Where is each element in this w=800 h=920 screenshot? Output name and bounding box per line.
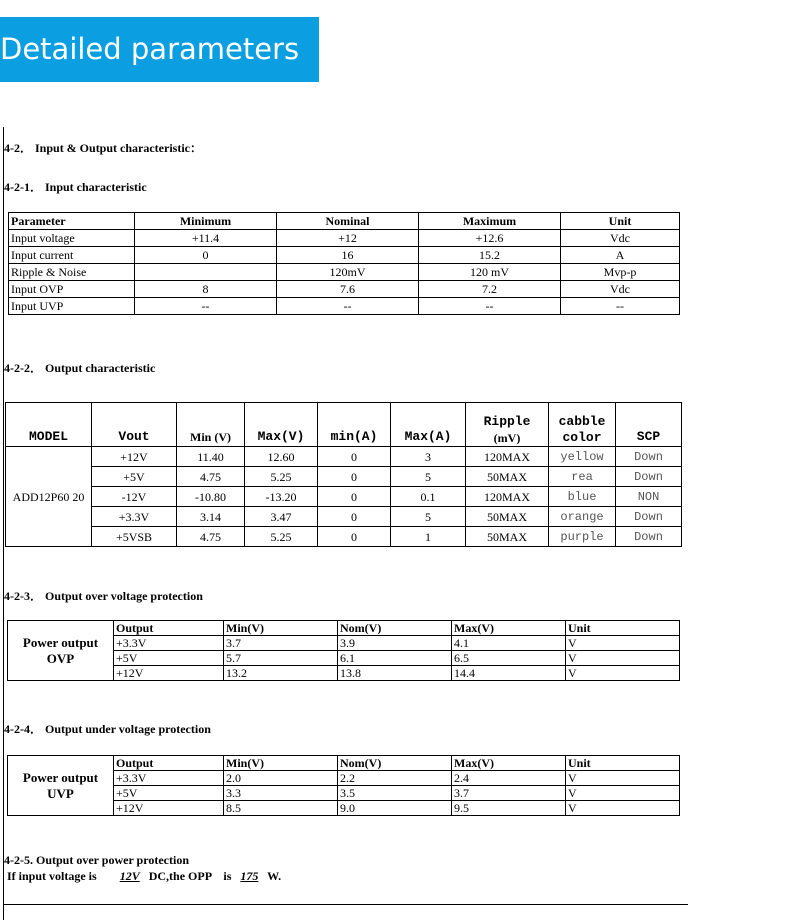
table-cell: 5.7 — [224, 651, 338, 666]
table-cell: 50MAX — [466, 527, 549, 547]
table-row — [9, 298, 680, 315]
uvp-label-line1: Power output — [22, 769, 99, 785]
header-cell: Unit — [561, 213, 680, 230]
table-cell: A — [561, 247, 680, 264]
table-cell: +12V — [114, 801, 224, 816]
section-heading-4-2-1: 4-2-1． Input characteristic — [4, 180, 147, 194]
table-cell: +5V — [114, 651, 224, 666]
table-cell: 3.5 — [338, 786, 452, 801]
table-cell: purple — [549, 527, 616, 547]
table-cell: -12V — [92, 487, 177, 507]
table-cell: Mvp-p — [561, 264, 680, 281]
table-row — [6, 447, 682, 467]
table-cell: +3.3V — [114, 636, 224, 651]
opp-text-post: W. — [267, 869, 282, 883]
header-cell: Min(V) — [224, 756, 338, 771]
header-cell: Minimum — [135, 213, 277, 230]
table-row — [6, 467, 682, 487]
table-cell: Vdc — [561, 230, 680, 247]
table-cell: 120MAX — [466, 447, 549, 467]
table-cell: 5.25 — [245, 467, 318, 487]
table-cell: -- — [419, 298, 561, 315]
bottom-divider — [3, 904, 688, 905]
table-cell: 9.5 — [452, 801, 566, 816]
table-cell: 8.5 — [224, 801, 338, 816]
table-cell: -13.20 — [245, 487, 318, 507]
header-cell: Unit — [566, 756, 680, 771]
table-cell: 120 mV — [419, 264, 561, 281]
table-cell: 5 — [391, 467, 466, 487]
table-cell: 2.4 — [452, 771, 566, 786]
header-cell: MODEL — [6, 403, 92, 447]
table-cell: V — [566, 666, 680, 681]
table-row — [9, 247, 680, 264]
table-row — [6, 487, 682, 507]
output-characteristic-table — [5, 402, 682, 547]
header-cell: (mV) — [493, 431, 521, 445]
table-cell: 3.7 — [452, 786, 566, 801]
table-cell: 4.1 — [452, 636, 566, 651]
table-cell: Input voltage — [9, 230, 135, 247]
section-heading-4-2-2: 4-2-2． Output characteristic — [4, 361, 156, 375]
table-row — [6, 507, 682, 527]
table-cell: 16 — [277, 247, 419, 264]
header-cell: Maximum — [419, 213, 561, 230]
table-cell: 1 — [391, 527, 466, 547]
header-cell: Ripple — [483, 414, 531, 429]
ovp-label-line1: Power output — [22, 634, 99, 650]
table-row — [9, 281, 680, 298]
table-cell: 0 — [318, 487, 391, 507]
table-cell: blue — [549, 487, 616, 507]
table-cell: V — [566, 801, 680, 816]
table-cell: 7.2 — [419, 281, 561, 298]
table-cell: 13.8 — [338, 666, 452, 681]
table-cell: 50MAX — [466, 467, 549, 487]
table-cell: 12.60 — [245, 447, 318, 467]
table-cell: 2.0 — [224, 771, 338, 786]
section-heading-4-2: 4-2． Input & Output characteristic： — [4, 141, 202, 155]
table-cell: 13.2 — [224, 666, 338, 681]
table-cell: 8 — [135, 281, 277, 298]
table-row — [9, 264, 680, 281]
table-cell: 3.7 — [224, 636, 338, 651]
table-cell: 120mV — [277, 264, 419, 281]
table-cell: 15.2 — [419, 247, 561, 264]
table-cell: 4.75 — [177, 467, 245, 487]
header-cell: Parameter — [9, 213, 135, 230]
table-cell: Input current — [9, 247, 135, 264]
table-cell: 2.2 — [338, 771, 452, 786]
header-cell: color — [562, 430, 602, 445]
header-cell: Nom(V) — [338, 756, 452, 771]
uvp-table — [7, 755, 680, 816]
cable-color-header — [549, 403, 616, 447]
table-cell: 0 — [318, 447, 391, 467]
table-cell: +12V — [92, 447, 177, 467]
table-cell: +3.3V — [114, 771, 224, 786]
table-cell: 4.75 — [177, 527, 245, 547]
ovp-label-cell — [8, 621, 114, 681]
uvp-label-line2: UVP — [47, 785, 74, 801]
header-cell: Max(A) — [391, 403, 466, 447]
page-banner: Detailed parameters — [0, 17, 319, 82]
model-cell: ADD12P60 20 — [6, 447, 92, 547]
table-header-row — [8, 756, 680, 771]
header-cell: Vout — [92, 403, 177, 447]
table-cell: -- — [561, 298, 680, 315]
table-cell: 3.3 — [224, 786, 338, 801]
header-cell: Min (V) — [177, 403, 245, 447]
table-cell: yellow — [549, 447, 616, 467]
table-cell: +5V — [92, 467, 177, 487]
table-cell: Down — [616, 527, 682, 547]
table-cell: 5 — [391, 507, 466, 527]
table-cell: Input OVP — [9, 281, 135, 298]
uvp-label-cell — [8, 756, 114, 816]
table-cell: orange — [549, 507, 616, 527]
table-cell: Input UVP — [9, 298, 135, 315]
table-cell: +11.4 — [135, 230, 277, 247]
header-cell: Max(V) — [452, 756, 566, 771]
table-cell: Vdc — [561, 281, 680, 298]
table-cell: 11.40 — [177, 447, 245, 467]
table-cell: 0.1 — [391, 487, 466, 507]
opp-text-pre: If input voltage is — [7, 869, 97, 883]
header-cell: Unit — [566, 621, 680, 636]
table-cell: 14.4 — [452, 666, 566, 681]
table-cell — [135, 264, 277, 281]
table-cell: -- — [135, 298, 277, 315]
table-cell: 0 — [318, 527, 391, 547]
header-cell: Output — [114, 621, 224, 636]
table-cell: 7.6 — [277, 281, 419, 298]
header-cell: Min(V) — [224, 621, 338, 636]
table-cell: 3.14 — [177, 507, 245, 527]
section-heading-4-2-4: 4-2-4． Output under voltage protection — [4, 722, 211, 736]
table-cell: V — [566, 771, 680, 786]
table-cell: +5VSB — [92, 527, 177, 547]
table-cell: Down — [616, 467, 682, 487]
table-cell: +12 — [277, 230, 419, 247]
section-heading-4-2-3: 4-2-3． Output over voltage protection — [4, 589, 203, 603]
table-cell: V — [566, 636, 680, 651]
table-cell: 0 — [318, 467, 391, 487]
table-row — [6, 527, 682, 547]
table-cell: 6.1 — [338, 651, 452, 666]
opp-power-value: 175 — [240, 869, 259, 883]
table-cell: 9.0 — [338, 801, 452, 816]
table-cell: -- — [277, 298, 419, 315]
table-cell: 50MAX — [466, 507, 549, 527]
table-cell: Down — [616, 447, 682, 467]
header-cell: Nom(V) — [338, 621, 452, 636]
header-cell: Max(V) — [245, 403, 318, 447]
table-row — [9, 230, 680, 247]
opp-voltage-value: 12V — [119, 869, 140, 883]
table-header-row — [9, 213, 680, 230]
table-cell: 3 — [391, 447, 466, 467]
table-cell: -10.80 — [177, 487, 245, 507]
header-cell: SCP — [616, 403, 682, 447]
table-cell: 3.47 — [245, 507, 318, 527]
table-header-row — [6, 403, 682, 447]
table-cell: rea — [549, 467, 616, 487]
table-cell: V — [566, 786, 680, 801]
opp-text-mid: DC,the OPP is — [148, 869, 232, 883]
header-cell: Output — [114, 756, 224, 771]
header-cell: cabble — [558, 414, 606, 429]
table-cell: Down — [616, 507, 682, 527]
table-cell: 6.5 — [452, 651, 566, 666]
input-characteristic-table — [8, 212, 680, 315]
ripple-header — [466, 403, 549, 447]
table-cell: NON — [616, 487, 682, 507]
table-cell: 120MAX — [466, 487, 549, 507]
table-cell: 0 — [135, 247, 277, 264]
table-header-row — [8, 621, 680, 636]
ovp-label-line2: OVP — [46, 650, 75, 666]
opp-statement — [7, 869, 281, 884]
table-cell: 0 — [318, 507, 391, 527]
table-cell: +3.3V — [92, 507, 177, 527]
section-heading-4-2-5: 4-2-5. Output over power protection — [4, 853, 189, 867]
table-cell: +5V — [114, 786, 224, 801]
header-cell: Nominal — [277, 213, 419, 230]
table-cell: 3.9 — [338, 636, 452, 651]
header-cell: Max(V) — [452, 621, 566, 636]
table-cell: Ripple & Noise — [9, 264, 135, 281]
table-cell: +12.6 — [419, 230, 561, 247]
table-cell: V — [566, 651, 680, 666]
ovp-table — [7, 620, 680, 681]
table-cell: 5.25 — [245, 527, 318, 547]
header-cell: min(A) — [318, 403, 391, 447]
table-cell: +12V — [114, 666, 224, 681]
